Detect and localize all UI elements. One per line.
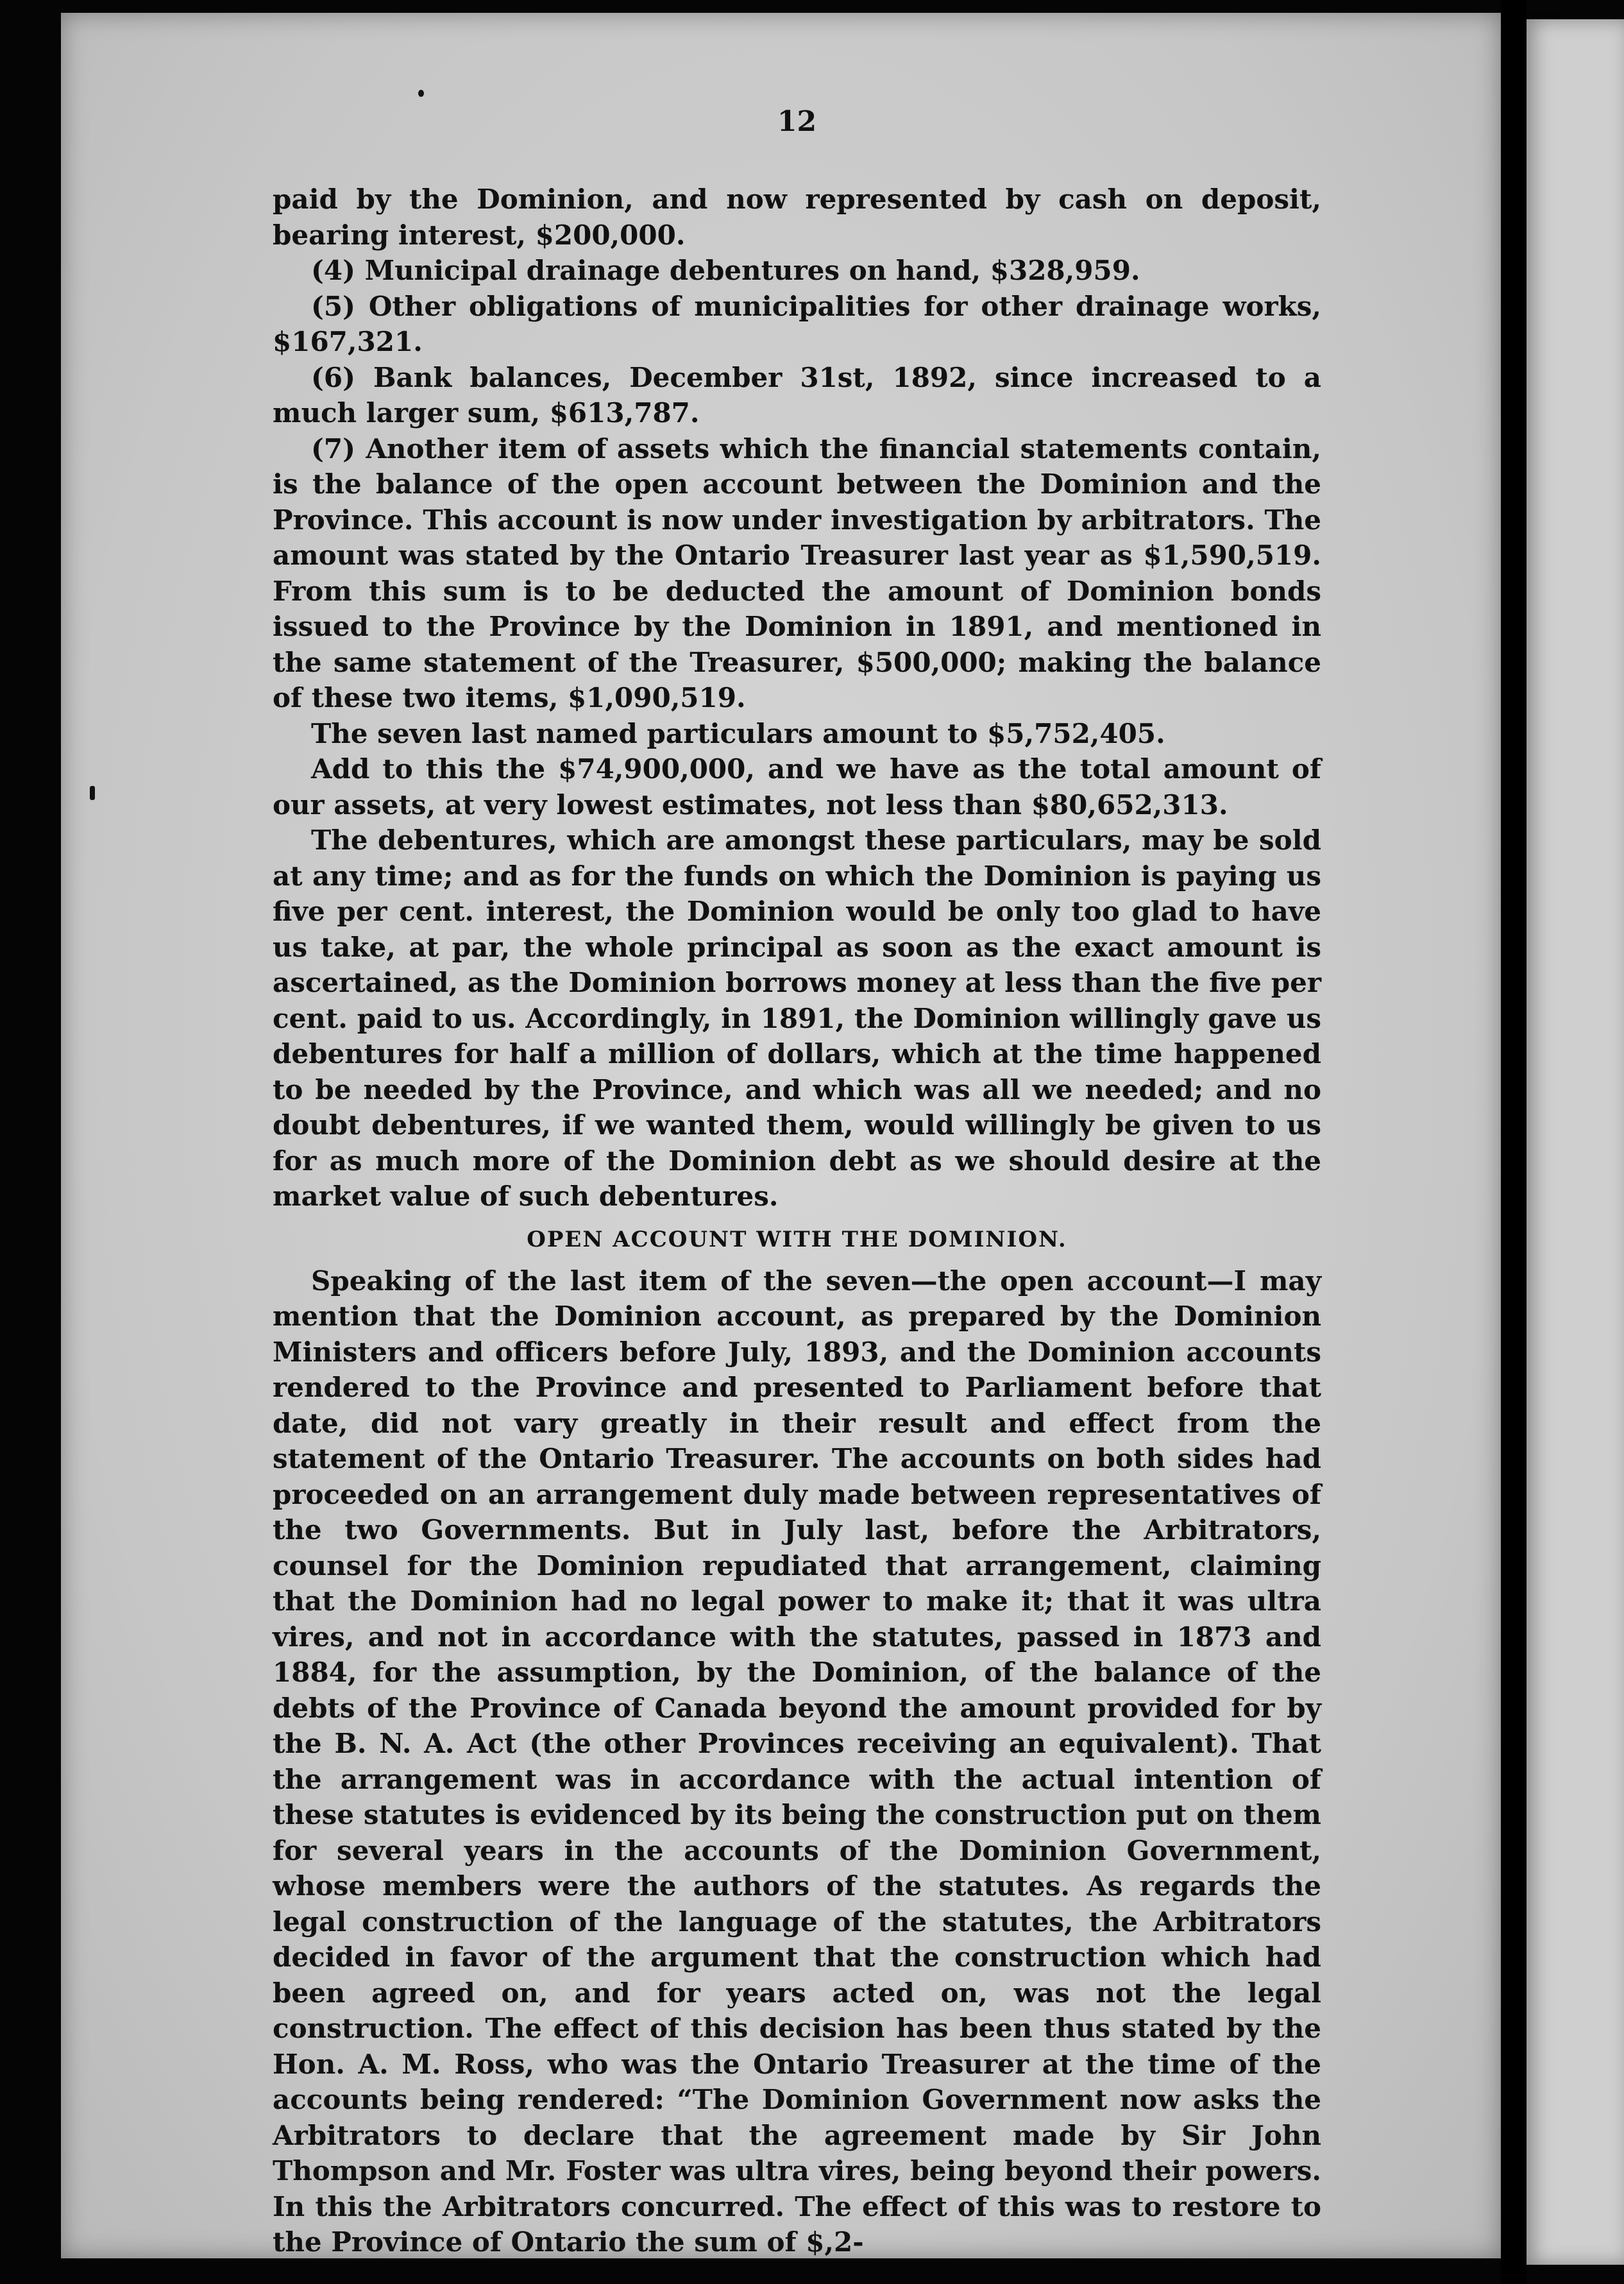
paragraph: (4) Municipal drainage debentures on hand, $328,959. [311, 255, 1140, 286]
ink-speck [418, 90, 424, 97]
paragraph: The seven last named particulars amount to $5,752,405. [311, 717, 1165, 749]
binding-gutter [1501, 0, 1527, 2284]
adjacent-page-edge [1527, 19, 1624, 2265]
paragraph: The debentures, which are amongst these particulars, may be sold at any time; and as for the funds on which the Dominion is paying us five per cent. interest, the Dominion would be only too glad to have us take, at par, the whole principal as soon as the exact amount is ascertained, as the Dominion borrows money at less than the five per cent. paid to us. Accordingly, in 1891, the Dominion willingly gave us debentures for half a million of dollars, which at the time happened to be needed by the Province, and which was all we needed; and no doubt debentures, if we wanted them, would willingly be given to us for as much more of the Dominion debt as we should desire at the market value of such debentures. [273, 824, 1321, 1212]
page-number: 12 [777, 105, 817, 138]
paragraph: paid by the Dominion, and now represented by cash on deposit, bearing interest, $200,000. [273, 183, 1321, 251]
paragraph: (5) Other obligations of municipalities for other drainage works, $167,321. [273, 290, 1321, 357]
ink-speck [90, 786, 95, 800]
paragraph: (6) Bank balances, December 31st, 1892, since increased to a much larger sum, $613,787. [273, 361, 1321, 429]
section-heading: OPEN ACCOUNT WITH THE DOMINION. [527, 1226, 1067, 1252]
paragraph: (7) Another item of assets which the financial statements contain, is the balance of the open account between the Dominion and the Province. This account is now under investigation by arbitrators. The amount was stated by the Ontario Treasurer last year as $1,590,519. From this sum is to be deducted the amount of Dominion bonds issued to the Province by the Dominion in 1891, and mentioned in the same statement of the Treasurer, $500,000; making the balance of these two items, $1,090,519. [273, 432, 1321, 713]
paragraph: Speaking of the last item of the seven—the open account—I may mention that the Dominion account, as prepared by the Dominion Ministers and officers before July, 1893, and the Dominion accounts rendered to the Province and presented to Parliament before that date, did not vary greatly in their result and effect from the statement of the Ontario Treasurer. The accounts on both sides had proceeded on an arrangement duly made between representatives of the two Governments. But in July last, before the Arbitrators, counsel for the Dominion repudiated that arrangement, claiming that the Dominion had no legal power to make it; that it was ultra vires, and not in accordance with the statutes, passed in 1873 and 1884, for the assumption, by the Dominion, of the balance of the debts of the Province of Canada beyond the amount provided for by the B. N. A. Act (the other Provinces receiving an equivalent). That the arrangement was in accordance with the actual intention of these statutes is evidenced by its being the construction put on them for several years in the accounts of the Dominion Government, whose members were the authors of the statutes. As regards the legal construction of the language of the statutes, the Arbitrators decided in favor of the argument that the construction which had been agreed on, and for years acted on, was not the legal construction. The effect of this decision has been thus stated by the Hon. A. M. Ross, who was the Ontario Treasurer at the time of the accounts being rendered: “The Dominion Government now asks the Arbitrators to declare that the agreement made by Sir John Thompson and Mr. Foster was ultra vires, being beyond their powers. In this the Arbitrators concurred. The effect of this was to restore to the Province of Ontario the sum of $,2- [273, 1265, 1321, 2258]
page-body [273, 182, 1321, 2260]
paragraph: Add to this the $74,900,000, and we have as the total amount of our assets, at very lowest estimates, not less than $80,652,313. [273, 753, 1321, 821]
